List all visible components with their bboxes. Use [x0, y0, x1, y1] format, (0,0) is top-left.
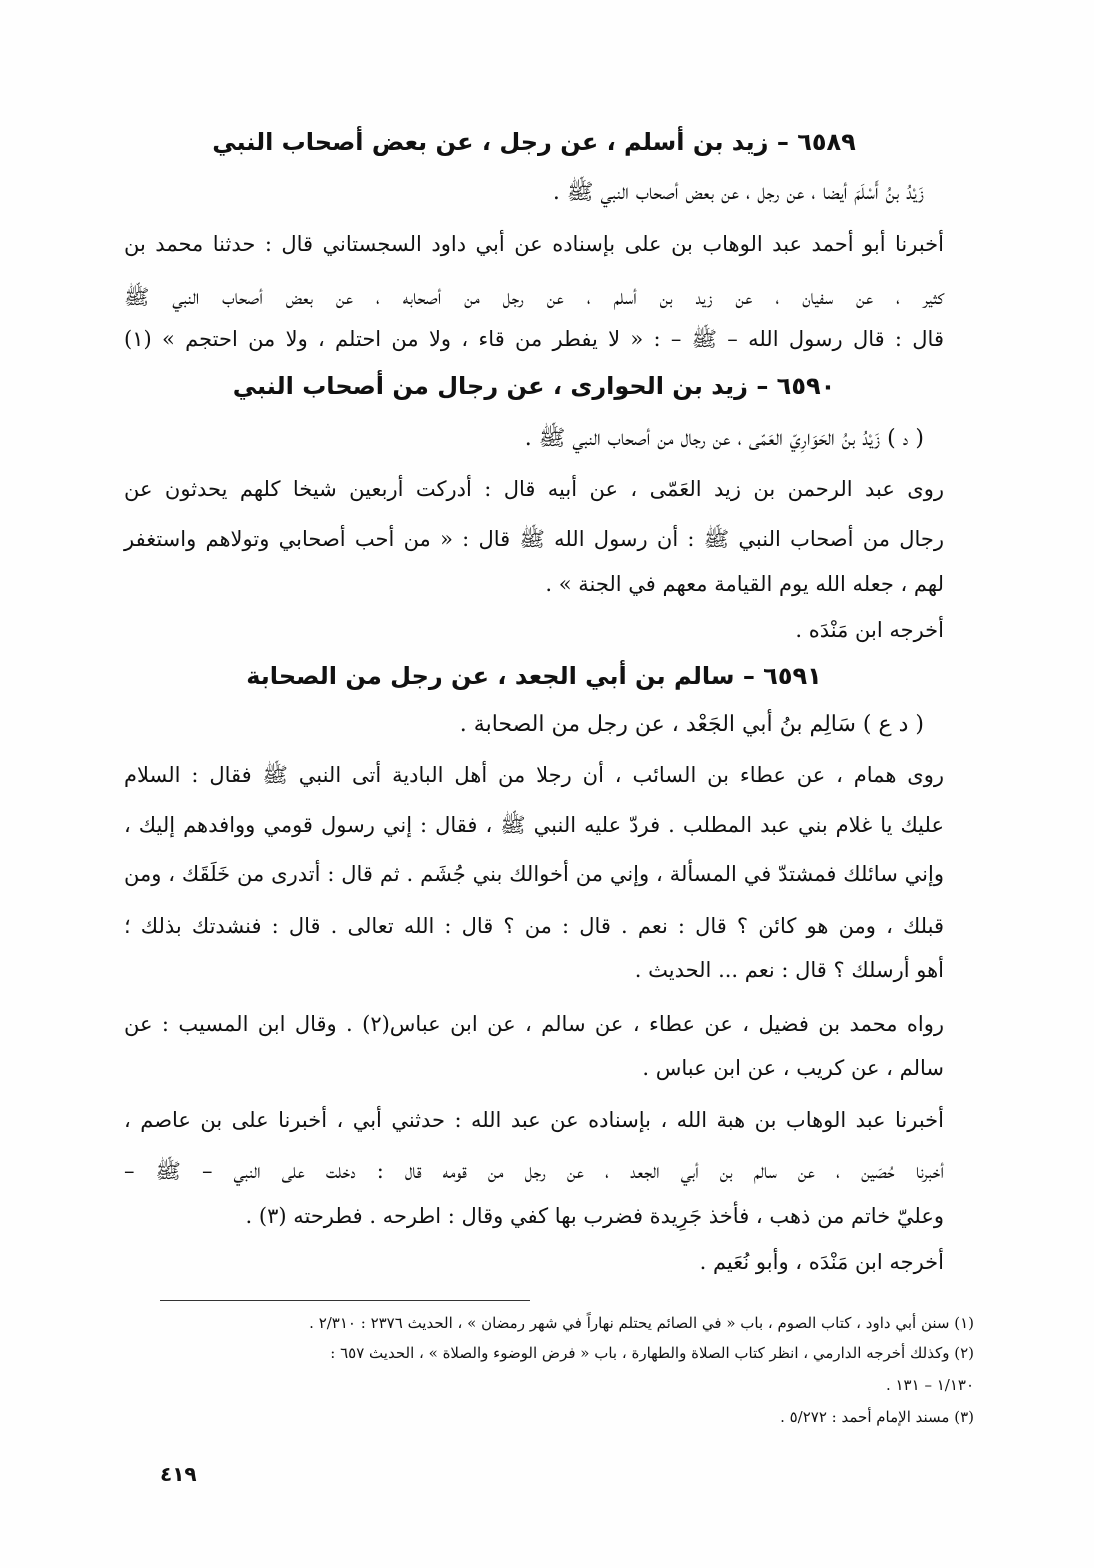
entry-text-line: وعليّ خاتم من ذهب ، فأخذ جَرِيدة فضرب بها كفي وقال : اطرحه . فطرحته (٣) . [245, 1204, 944, 1228]
entry-text-line: أخرجه ابن مَنْدَه ، وأبو نُعَيم . [699, 1250, 944, 1274]
entry-heading-6589: ٦٥٨٩ – زيد بن أسلم ، عن رجل ، عن بعض أصحاب النبي [212, 128, 856, 156]
entry-intro-6591: ( د ع ) سَالِم بنُ أبي الجَعْد ، عن رجل من الصحابة . [459, 712, 924, 737]
entry-text-line: أخبرنا حُصَين ، عن سالم بن أبي الجعد ، عن رجل من قومه قال : دخلت على النبي – ﷺ – [124, 1159, 944, 1183]
entry-text-line: كثير ، عن سفيان ، عن زيد بن أسلم ، عن رجل من أصحابه ، عن بعض أصحاب النبي ﷺ [124, 285, 944, 309]
footnote: (٢) وكذلك أخرجه الدارمي ، انظر كتاب الصلاة والطهارة ، باب « فرض الوضوء والصلاة » ، الحديث ٦٥٧ : [330, 1344, 974, 1362]
footnote: ١/١٣٠ – ١٣١ . [885, 1376, 974, 1394]
entry-text-line: قال : قال رسول الله – ﷺ – : « لا يفطر من قاء ، ولا من احتلم ، ولا من احتجم » (١) [124, 327, 944, 351]
entry-text-line: قبلك ، ومن هو كائن ؟ قال : نعم . قال : من ؟ قال : الله تعالى . قال : فنشدتك بذلك ؛ [124, 914, 944, 938]
page-number: ٤١٩ [160, 1462, 197, 1486]
footnote-divider [160, 1300, 530, 1301]
footnote: (٣) مسند الإمام أحمد : ٥/٢٧٢ . [780, 1408, 974, 1426]
entry-text-line: روى همام ، عن عطاء بن السائب ، أن رجلا من أهل البادية أتى النبي ﷺ فقال : السلام [124, 763, 944, 787]
entry-text-line: أهو أرسلك ؟ قال : نعم ... الحديث . [634, 958, 944, 982]
entry-text-line: رجال من أصحاب النبي ﷺ : أن رسول الله ﷺ قال : « من أحب أصحابي وتولاهم واستغفر [124, 527, 944, 551]
entry-text-line: رواه محمد بن فضيل ، عن عطاء ، عن سالم ، عن ابن عباس(٢) . وقال ابن المسيب : عن [124, 1012, 944, 1036]
entry-text-line: روى عبد الرحمن بن زيد العَمّى ، عن أبيه قال : أدركت أربعين شيخا كلهم يحدثون عن [124, 477, 944, 501]
footnote: (١) سنن أبي داود ، كتاب الصوم ، باب « في الصائم يحتلم نهاراً في شهر رمضان » ، الحديث ٢٣٧٦ : ٢/٣١٠ . [309, 1314, 974, 1332]
entry-intro-6589: زَيْدُ بنُ أَسْلَمَ أيضا ، عن رجل ، عن بعض أصحاب النبي ﷺ . [552, 180, 924, 205]
entry-heading-6590: ٦٥٩٠ – زيد بن الحوارى ، عن رجال من أصحاب النبي [232, 372, 836, 400]
entry-text-line: أخرجه ابن مَنْدَه . [795, 618, 944, 642]
entry-intro-6590: ( د ) زَيْدُ بنُ الحَوَارِيّ العَمّى ، عن رجال من أصحاب النبي ﷺ . [524, 426, 924, 451]
entry-text-line: أخبرنا أبو أحمد عبد الوهاب بن على بإسناده عن أبي داود السجستاني قال : حدثنا محمد بن [124, 232, 944, 256]
entry-text-line: سالم ، عن كريب ، عن ابن عباس . [642, 1056, 944, 1080]
entry-text-line: لهم ، جعله الله يوم القيامة معهم في الجنة » . [545, 572, 944, 596]
entry-text-line: أخبرنا عبد الوهاب بن هبة الله ، بإسناده عن عبد الله : حدثني أبي ، أخبرنا على بن عاصم ، [124, 1108, 944, 1132]
entry-heading-6591: ٦٥٩١ – سالم بن أبي الجعد ، عن رجل من الصحابة [246, 662, 822, 690]
entry-text-line: عليك يا غلام بني عبد المطلب . فردّ عليه النبي ﷺ ، فقال : إني رسول قومي ووافدهم إليك ، [124, 813, 944, 837]
entry-text-line: وإني سائلك فمشتدّ في المسألة ، وإني من أخوالك بني جُشَم . ثم قال : أتدرى من خَلَقَك ، ومن [124, 862, 944, 886]
